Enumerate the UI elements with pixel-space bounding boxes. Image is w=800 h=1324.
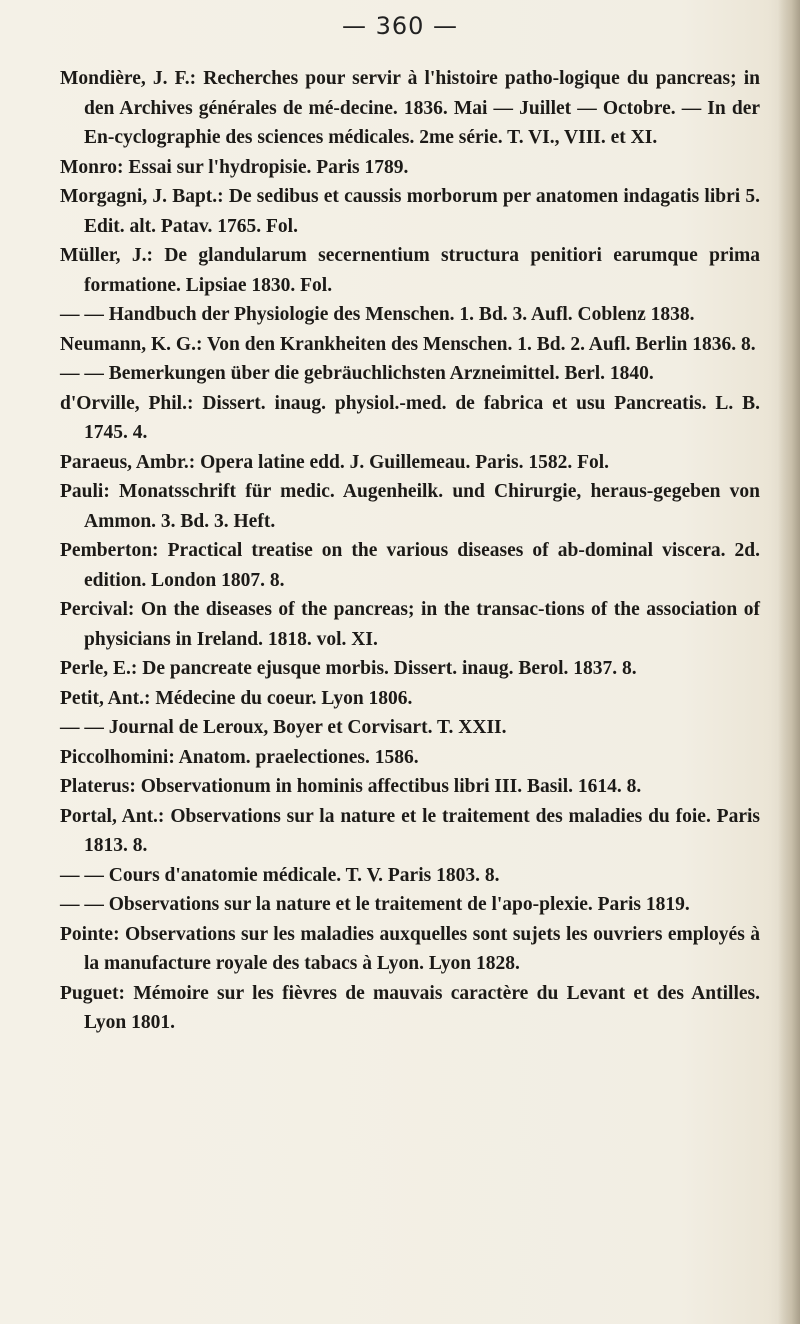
entry-text: Essai sur l'hydropisie. Paris 1789. [128, 156, 409, 178]
entry-text: Cours d'anatomie médicale. T. V. Paris 1803. 8. [108, 864, 500, 886]
entry-text: Journal de Leroux, Boyer et Corvisart. T. XXII. [108, 717, 507, 738]
entry-text: Anatom. praelectiones. 1586. [178, 746, 419, 768]
entry-author: Portal, Ant.: [60, 805, 165, 827]
page-edge-shadow [778, 0, 800, 1324]
entry-author: d'Orville, Phil.: [60, 392, 194, 414]
bibliography-entry [60, 182, 760, 241]
entry-author: Pauli: [60, 481, 110, 502]
entry-text: Observations sur les maladies auxquelles sont sujets les ouvriers employés à la manufacture royale des tabacs à Lyon. Lyon 1828. [84, 923, 760, 974]
entry-author: Mondière, J. F.: [60, 68, 197, 89]
entry-author: — — [60, 304, 104, 325]
entry-text: On the diseases of the pancreas; in the transac-tions of the association of physicians in Ireland. 1818. vol. XI. [84, 599, 761, 650]
entry-text: Observations sur la nature et le traitement de l'apo-plexie. Paris 1819. [108, 894, 690, 915]
bibliography-entry [60, 890, 760, 920]
bibliography-entry [60, 772, 760, 802]
entry-text: Observations sur la nature et le traitement des maladies du foie. Paris 1813. 8. [84, 805, 761, 856]
bibliography-entry [60, 448, 760, 478]
entry-author: Puguet: [60, 982, 125, 1004]
bibliography-entry [60, 477, 760, 536]
bibliography-entry [60, 153, 760, 183]
bibliography-entry [60, 359, 760, 389]
bibliography-list [60, 64, 760, 1038]
entry-author: Perle, E.: [60, 658, 138, 679]
entry-author: — — [60, 864, 104, 886]
entry-author: Müller, J.: [60, 245, 153, 266]
entry-text: Médecine du coeur. Lyon 1806. [155, 687, 413, 709]
bibliography-entry [60, 389, 760, 448]
bibliography-entry [60, 713, 760, 743]
bibliography-entry [60, 920, 760, 979]
entry-author: Pemberton: [60, 540, 159, 561]
bibliography-entry [60, 802, 760, 861]
entry-text: Recherches pour servir à l'histoire patho-logique du pancreas; in den Archives générales de mé-decine. 1836. Mai — Juillet — Octobre. — In der En-cyclographie des sciences médicales. 2me série. T. VI., VIII. et XI. [84, 68, 760, 148]
bibliography-entry [60, 536, 760, 595]
entry-text: Mémoire sur les fièvres de mauvais caractère du Levant et des Antilles. Lyon 1801. [84, 982, 760, 1033]
entry-author: — — [60, 894, 104, 915]
entry-author: Percival: [60, 599, 135, 620]
bibliography-entry [60, 595, 760, 654]
bibliography-entry [60, 743, 760, 773]
entry-text: Bemerkungen über die gebräuchlichsten Arzneimittel. Berl. 1840. [108, 363, 654, 384]
entry-author: Platerus: [60, 776, 136, 797]
entry-text: Handbuch der Physiologie des Menschen. 1. Bd. 3. Aufl. Coblenz 1838. [108, 304, 695, 325]
entry-author: Petit, Ant.: [60, 687, 151, 709]
entry-text: Opera latine edd. J. Guillemeau. Paris. 1582. Fol. [200, 451, 610, 473]
entry-text: Monatsschrift für medic. Augenheilk. und Chirurgie, heraus-gegeben von Ammon. 3. Bd. 3. Heft. [84, 481, 760, 532]
entry-text: Practical treatise on the various diseases of ab-dominal viscera. 2d. edition. London 1807. 8. [84, 540, 761, 591]
bibliography-entry [60, 64, 760, 153]
entry-author: Morgagni, J. Bapt.: [60, 186, 224, 207]
entry-text: De glandularum secernentium structura penitiori earumque prima formatione. Lipsiae 1830. Fol. [84, 245, 760, 296]
bibliography-entry [60, 654, 760, 684]
entry-text: De sedibus et caussis morborum per anatomen indagatis libri 5. Edit. alt. Patav. 1765. Fol. [84, 186, 760, 237]
entry-author: — — [60, 363, 104, 384]
entry-author: — — [60, 717, 104, 738]
bibliography-entry [60, 241, 760, 300]
bibliography-entry [60, 330, 760, 360]
bibliography-entry [60, 300, 760, 330]
page-number: — 360 — [341, 12, 459, 40]
entry-text: Observationum in hominis affectibus libri III. Basil. 1614. 8. [140, 776, 642, 797]
bibliography-entry [60, 861, 760, 891]
entry-author: Paraeus, Ambr.: [60, 451, 196, 473]
entry-text: Von den Krankheiten des Menschen. 1. Bd. 2. Aufl. Berlin 1836. 8. [207, 333, 756, 355]
entry-author: Neumann, K. G.: [60, 333, 203, 355]
entry-author: Monro: [60, 156, 124, 178]
entry-text: Dissert. inaug. physiol.-med. de fabrica et usu Pancreatis. L. B. 1745. 4. [84, 392, 760, 443]
bibliography-entry [60, 684, 760, 714]
entry-author: Pointe: [60, 923, 120, 945]
entry-text: De pancreate ejusque morbis. Dissert. inaug. Berol. 1837. 8. [142, 658, 637, 679]
bibliography-entry [60, 979, 760, 1038]
entry-author: Piccolhomini: [60, 746, 175, 768]
